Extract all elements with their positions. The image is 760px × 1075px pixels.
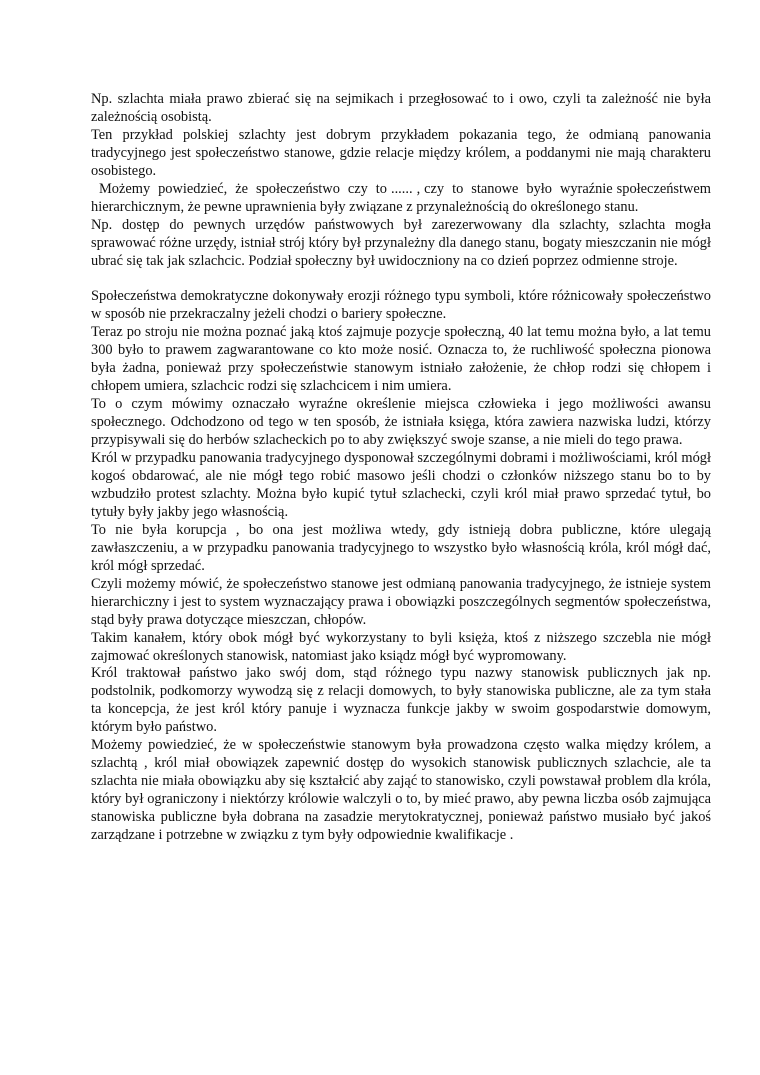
paragraph-10: Czyli możemy mówić, że społeczeństwo stanowe jest odmianą panowania tradycyjnego, że istnieje system hierarchiczny i jest to system wyznaczający prawa i obowiązki poszczególnych segmentów społeczeństwa, stąd były prawa dotyczące mieszczan, chłopów. <box>91 575 711 628</box>
document-page <box>91 91 715 845</box>
paragraph-1: Np. szlachta miała prawo zbierać się na sejmikach i przegłosować to i owo, czyli ta zależność nie była zależnością osobistą. <box>91 91 711 125</box>
paragraph-9: To nie była korupcja , bo ona jest możliwa wtedy, gdy istnieją dobra publiczne, które ulegają zawłaszczeniu, a w przypadku panowania tradycyjnego to wszystko było własnością króla, król mógł dać, król mógł sprzedać. <box>91 521 711 574</box>
paragraph-3: Możemy powiedzieć, że społeczeństwo czy to ...... , czy to stanowe było wyraźnie społeczeństwem hierarchicznym, że pewne uprawnienia były związane z przynależnością do określonego stanu. <box>91 180 715 215</box>
paragraph-12: Król traktował państwo jako swój dom, stąd różnego typu nazwy stanowisk publicznych jak np. podstolnik, podkomorzy wywodzą się z relacji domowych, to były stanowiska publiczne, ale za tym stała ta koncepcja, że jest król który panuje i wyznacza funkcje jakby w swoim gospodarstwie domowym, którym było państwo. <box>91 665 711 736</box>
paragraph-8: Król w przypadku panowania tradycyjnego dysponował szczególnymi dobrami i możliwościami, król mógł kogoś obdarować, ale nie mógł tego robić masowo jeśli chodzi o członków niższego stanu bo to by wzbudziło protest szlachty. Można było kupić tytuł szlachecki, czyli król miał prawo sprzedać tytuł, bo tytuły były jakby jego własnością. <box>91 450 711 520</box>
blank-line <box>91 271 711 289</box>
paragraph-6: Teraz po stroju nie można poznać jaką ktoś zajmuje pozycje społeczną, 40 lat temu można było, a lat temu 300 było to prawem zagwarantowane co kto może nosić. Oznacza to, że ruchliwość społeczna pionowa była żadna, ponieważ przy społeczeństwie stanowym istniało założenie, że chłop rodzi się chłopem i chłopem umiera, szlachcic rodzi się szlachcicem i nim umiera. <box>91 324 711 395</box>
paragraph-2: Ten przykład polskiej szlachty jest dobrym przykładem pokazania tego, że odmianą panowania tradycyjnego jest społeczeństwo stanowe, gdzie relacje między królem, a poddanymi nie mają charakteru osobistego. <box>91 126 711 179</box>
paragraph-11: Takim kanałem, który obok mógł być wykorzystany to byli księża, ktoś z niższego szczebla nie mógł zajmować określonych stanowisk, natomiast jako ksiądz mógł być wypromowany. <box>91 629 711 664</box>
paragraph-4: Np. dostęp do pewnych urzędów państwowych był zarezerwowany dla szlachty, szlachta mogła sprawować różne urzędy, istniał strój który był przynależny dla danego stanu, bogaty mieszczanin nie mógł ubrać się tak jak szlachcic. Podział społeczny był uwidoczniony na co dzień poprzez odmienne stroje. <box>91 216 711 269</box>
paragraph-5: Społeczeństwa demokratyczne dokonywały erozji różnego typu symboli, które różnicowały społeczeństwo w sposób nie przekraczalny jeżeli chodzi o bariery społeczne. <box>91 288 711 323</box>
paragraph-7: To o czym mówimy oznaczało wyraźne określenie miejsca człowieka i jego możliwości awansu społecznego. Odchodzono od tego w ten sposób, że istniała księga, która zawiera nazwiska ludzi, którzy przypisywali się do herbów szlacheckich po to aby zwiększyć swoje szanse, a nie mieli do tego prawa. <box>91 396 711 449</box>
paragraph-13: Możemy powiedzieć, że w społeczeństwie stanowym była prowadzona często walka między królem, a szlachtą , król miał obowiązek zapewnić dostęp do wysokich stanowisk publicznych szlachcie, ale ta szlachta nie miała obowiązku aby się kształcić aby zająć to stanowisko, czyli powstawał problem dla króla, który był ograniczony i niektórzy królowie walczyli o to, by mieć prawo, aby pewna liczba osób zajmująca stanowiska publiczne była dobrana na zasadzie merytokratycznej, ponieważ państwo musiało być jakoś zarządzane i potrzebne w związku z tym były odpowiednie kwalifikacje . <box>91 737 711 844</box>
